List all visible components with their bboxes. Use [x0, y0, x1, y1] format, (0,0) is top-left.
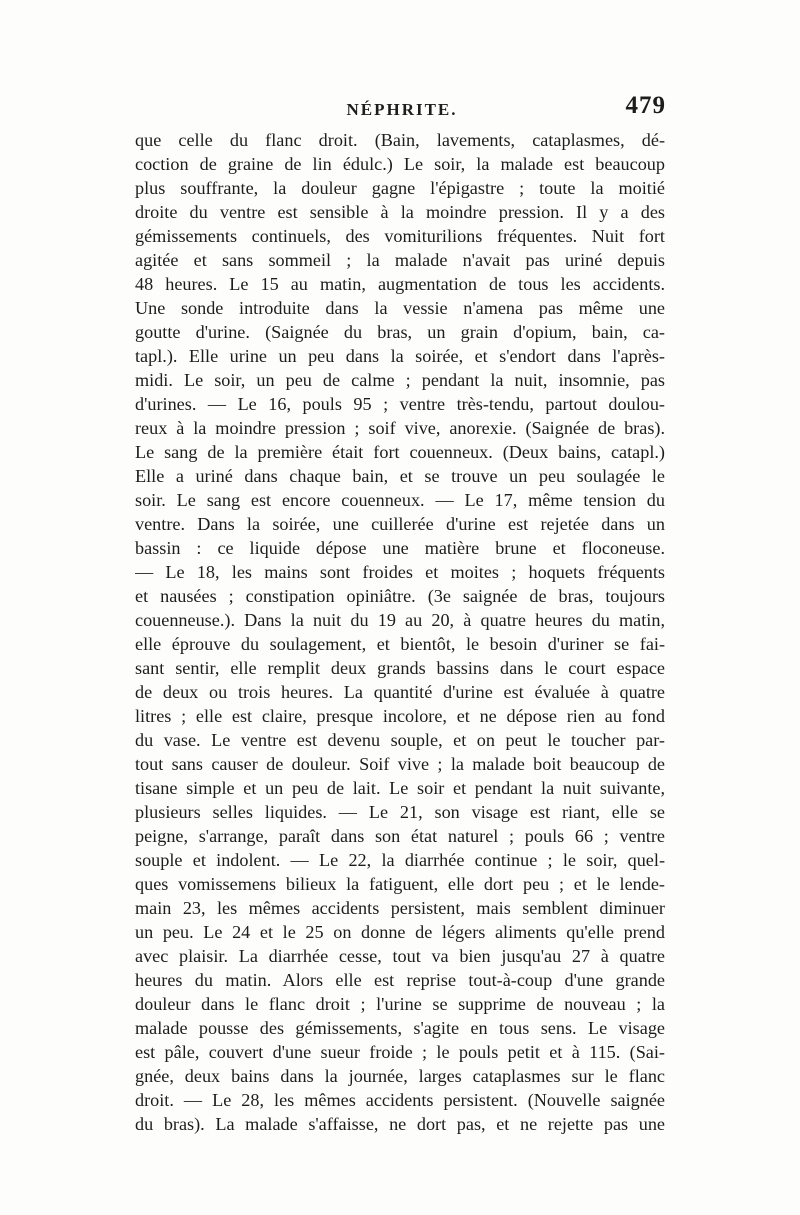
text-line: d'urines. — Le 16, pouls 95 ; ventre très-tendu, partout doulou-	[135, 394, 665, 414]
text-line: gnée, deux bains dans la journée, larges cataplasmes sur le flanc	[135, 1066, 665, 1086]
text-line: plusieurs selles liquides. — Le 21, son visage est riant, elle se	[135, 802, 665, 822]
text-line: souple et indolent. — Le 22, la diarrhée continue ; le soir, quel-	[135, 850, 665, 870]
text-line: et nausées ; constipation opiniâtre. (3e saignée de bras, toujours	[135, 586, 665, 606]
text-line: du bras). La malade s'affaisse, ne dort pas, et ne rejette pas une	[135, 1114, 665, 1134]
text-line: droite du ventre est sensible à la moindre pression. Il y a des	[135, 202, 665, 222]
text-line: gémissements continuels, des vomiturilions fréquentes. Nuit fort	[135, 226, 665, 246]
text-line: goutte d'urine. (Saignée du bras, un grain d'opium, bain, ca-	[135, 322, 665, 342]
text-line: couenneuse.). Dans la nuit du 19 au 20, à quatre heures du matin,	[135, 610, 665, 630]
text-line: tapl.). Elle urine un peu dans la soirée, et s'endort dans l'après-	[135, 346, 665, 366]
text-line: Elle a uriné dans chaque bain, et se trouve un peu soulagée le	[135, 466, 665, 486]
text-line: Le sang de la première était fort couenneux. (Deux bains, catapl.)	[135, 442, 665, 462]
text-line: heures du matin. Alors elle est reprise tout-à-coup d'une grande	[135, 970, 665, 990]
text-line: soir. Le sang est encore couenneux. — Le 17, même tension du	[135, 490, 665, 510]
text-line: tisane simple et un peu de lait. Le soir et pendant la nuit suivante,	[135, 778, 665, 798]
text-line: elle éprouve du soulagement, et bientôt, le besoin d'uriner se fai-	[135, 634, 665, 654]
text-line: est pâle, couvert d'une sueur froide ; le pouls petit et à 115. (Sai-	[135, 1042, 665, 1062]
text-line: ques vomissemens bilieux la fatiguent, elle dort peu ; et le lende-	[135, 874, 665, 894]
text-line: tout sans causer de douleur. Soif vive ; la malade boit beaucoup de	[135, 754, 665, 774]
page-header	[138, 92, 666, 126]
text-line: agitée et sans sommeil ; la malade n'avait pas uriné depuis	[135, 250, 665, 270]
text-line: peigne, s'arrange, paraît dans son état naturel ; pouls 66 ; ventre	[135, 826, 665, 846]
text-line: malade pousse des gémissements, s'agite en tous sens. Le visage	[135, 1018, 665, 1038]
text-line: avec plaisir. La diarrhée cesse, tout va bien jusqu'au 27 à quatre	[135, 946, 665, 966]
text-line: Une sonde introduite dans la vessie n'amena pas même une	[135, 298, 665, 318]
body-text	[135, 128, 665, 1136]
text-line: douleur dans le flanc droit ; l'urine se supprime de nouveau ; la	[135, 994, 665, 1014]
running-head: NÉPHRITE.	[346, 100, 458, 119]
text-line: du vase. Le ventre est devenu souple, et on peut le toucher par-	[135, 730, 665, 750]
text-line: sant sentir, elle remplit deux grands bassins dans le court espace	[135, 658, 665, 678]
text-line: main 23, les mêmes accidents persistent, mais semblent diminuer	[135, 898, 665, 918]
text-line: — Le 18, les mains sont froides et moites ; hoquets fréquents	[135, 562, 665, 582]
text-line: midi. Le soir, un peu de calme ; pendant la nuit, insomnie, pas	[135, 370, 665, 390]
text-line: 48 heures. Le 15 au matin, augmentation de tous les accidents.	[135, 274, 665, 294]
text-line: que celle du flanc droit. (Bain, lavements, cataplasmes, dé-	[135, 130, 665, 150]
text-line: plus souffrante, la douleur gagne l'épigastre ; toute la moitié	[135, 178, 665, 198]
text-line: de deux ou trois heures. La quantité d'urine est évaluée à quatre	[135, 682, 665, 702]
text-line: droit. — Le 28, les mêmes accidents persistent. (Nouvelle saignée	[135, 1090, 665, 1110]
text-line: coction de graine de lin édulc.) Le soir, la malade est beaucoup	[135, 154, 665, 174]
text-line: reux à la moindre pression ; soif vive, anorexie. (Saignée de bras).	[135, 418, 665, 438]
text-line: litres ; elle est claire, presque incolore, et ne dépose rien au fond	[135, 706, 665, 726]
text-line: ventre. Dans la soirée, une cuillerée d'urine est rejetée dans un	[135, 514, 665, 534]
text-line: bassin : ce liquide dépose une matière brune et floconeuse.	[135, 538, 665, 558]
page-number: 479	[625, 92, 666, 119]
text-line: un peu. Le 24 et le 25 on donne de légers aliments qu'elle prend	[135, 922, 665, 942]
